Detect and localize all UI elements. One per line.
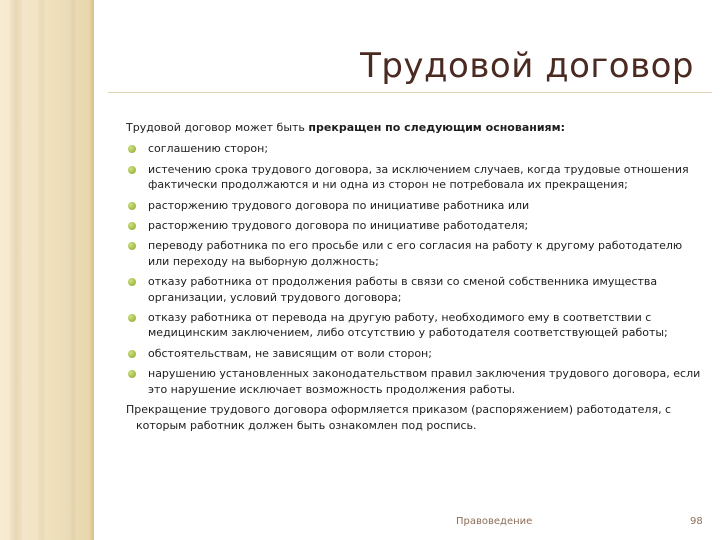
intro-text: Трудовой договор может быть: [126, 121, 309, 134]
grounds-list: [126, 141, 701, 397]
list-item: [126, 238, 701, 269]
bullet-icon: [128, 145, 136, 153]
bullet-icon: [128, 222, 136, 230]
footer-subject: Правоведение: [456, 516, 533, 527]
intro-bold-text: прекращен по следующим основаниям:: [308, 121, 566, 134]
list-item-text: отказу работника от перевода на другую работу, необходимого ему в соответствии с медицинским заключением, либо отсутствию у работодателя соответствующей работы;: [148, 311, 668, 340]
list-item: [126, 162, 701, 193]
list-item: [126, 366, 701, 397]
list-item-text: истечению срока трудового договора, за исключением случаев, когда трудовые отношения фактически продолжаются и ни одна из сторон не потребовала их прекращения;: [148, 162, 689, 192]
list-item: [126, 310, 701, 341]
list-item-text: нарушению установленных законодательством правил заключения трудового договора, если это нарушение исключает возможность продолжения работы.: [148, 367, 701, 396]
list-item-text: обстоятельствам, не зависящим от воли сторон;: [148, 346, 432, 360]
bullet-icon: [128, 350, 136, 358]
list-item-text: расторжению трудового договора по инициативе работодателя;: [148, 219, 529, 233]
bullet-icon: [128, 370, 136, 378]
list-item: [126, 141, 701, 156]
title-divider: [108, 92, 712, 93]
decorative-band-edge: [90, 0, 94, 540]
decorative-left-band: [0, 0, 94, 540]
list-item: [126, 218, 701, 233]
bullet-icon: [128, 278, 136, 286]
bullet-icon: [128, 314, 136, 322]
slide-content: [126, 120, 701, 433]
list-item-text: расторжению трудового договора по инициативе работника или: [148, 198, 530, 212]
decorative-stripe: [68, 0, 78, 540]
slide-title: Трудовой договор: [360, 46, 694, 86]
list-item-text: переводу работника по его просьбе или с его согласия на работу к другому работодателю или переходу на выборную должность;: [148, 239, 683, 268]
list-item: [126, 274, 701, 305]
decorative-stripe: [38, 0, 46, 540]
outro-paragraph: Прекращение трудового договора оформляется приказом (распоряжением) работодателя, с которым работник должен быть ознакомлен под роспись.: [126, 403, 672, 432]
list-item-text: соглашению сторон;: [148, 142, 269, 156]
bullet-icon: [128, 242, 136, 250]
bullet-icon: [128, 166, 136, 174]
list-item: [126, 198, 701, 213]
list-item: [126, 346, 701, 361]
intro-paragraph: [126, 120, 701, 135]
decorative-stripe: [10, 0, 22, 540]
bullet-icon: [128, 202, 136, 210]
list-item-text: отказу работника от продолжения работы в связи со сменой собственника имущества организации, условий трудового договора;: [148, 275, 658, 304]
page-number: 98: [690, 516, 703, 527]
